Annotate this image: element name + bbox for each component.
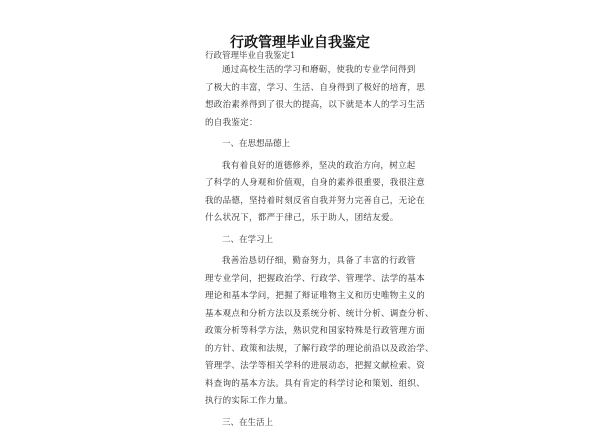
paragraph-line: 想政治素养得到了很大的提高，以下就是本人的学习生活 <box>205 97 413 115</box>
paragraph-line: 理专业学问，把握政治学、行政学、管理学、法学的基本 <box>205 271 413 289</box>
paragraph-line: 了极大的丰富，学习、生活、自身得到了极好的培育，思 <box>205 80 413 98</box>
paragraph-line: 的方针、政策和法规，了解行政学的理论前沿以及政治学、 <box>205 341 413 359</box>
intro-paragraph <box>205 62 413 132</box>
section-paragraph <box>205 158 413 228</box>
section-paragraph <box>205 253 413 411</box>
section-heading: 三、在生活上 <box>205 415 413 432</box>
paragraph-line: 料查询的基本方法。具有肯定的科学讨论和策划、组织、 <box>205 376 413 394</box>
document-title: 行政管理毕业自我鉴定 <box>0 35 600 51</box>
paragraph-line: 管理学、法学等相关学科的进展动态，把握文献检索、资 <box>205 358 413 376</box>
paragraph-line: 我有着良好的道德修养，坚决的政治方向，树立起 <box>205 158 413 176</box>
paragraph-line: 通过高校生活的学习和磨砺，使我的专业学问得到 <box>205 62 413 80</box>
document-subtitle: 行政管理毕业自我鉴定1 <box>205 49 295 63</box>
paragraph-line: 执行的实际工作力量。 <box>205 393 413 411</box>
paragraph-line: 理论和基本学问，把握了辩证唯物主义和历史唯物主义的 <box>205 288 413 306</box>
paragraph-line: 政策分析等科学方法，熟识党和国家特殊是行政管理方面 <box>205 323 413 341</box>
paragraph-line: 了科学的人身观和价值观，自身的素养很重要，我很注意 <box>205 175 413 193</box>
paragraph-line: 我善治恳切仔细，勤奋努力，具备了丰富的行政管 <box>205 253 413 271</box>
section-heading: 二、在学习上 <box>205 232 413 250</box>
section-heading: 一、在思想品德上 <box>205 136 413 154</box>
paragraph-line: 什么状况下，都严于律己，乐于助人，团结友爱。 <box>205 210 413 228</box>
paragraph-line: 我的品德，坚持着时刻反省自我并努力完善自己，无论在 <box>205 193 413 211</box>
paragraph-line: 的自我鉴定： <box>205 115 413 133</box>
document-body <box>205 62 413 432</box>
paragraph-line: 基本观点和分析方法以及系统分析、统计分析、调查分析、 <box>205 306 413 324</box>
